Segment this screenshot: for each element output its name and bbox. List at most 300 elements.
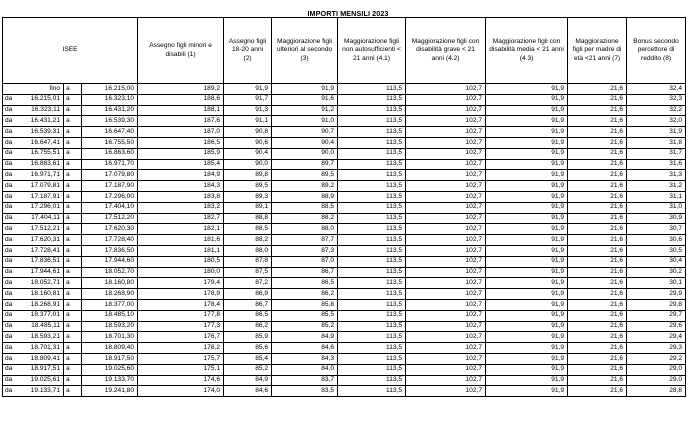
bonus-secondo-percettore-cell: 30,9	[627, 213, 686, 224]
magg-disab-media-cell: 91,9	[486, 278, 568, 289]
magg-madre-cell: 21,6	[568, 343, 627, 354]
range-to-cell: 18.268,90	[82, 289, 138, 300]
magg-ulteriori-cell: 88,5	[272, 202, 338, 213]
bonus-secondo-percettore-cell: 29,0	[627, 375, 686, 386]
assegno-minori-cell: 176,2	[138, 343, 224, 354]
magg-non-autosuff-cell: 113,5	[338, 224, 406, 235]
range-from-cell: 17.836,51	[16, 256, 64, 267]
range-to-cell: 17.404,10	[82, 202, 138, 213]
bonus-secondo-percettore-cell: 32,2	[627, 105, 686, 116]
range-prefix-cell: da	[3, 94, 16, 105]
magg-non-autosuff-cell: 113,5	[338, 105, 406, 116]
range-to-cell: 16.431,20	[82, 105, 138, 116]
range-connector-cell: a	[64, 202, 82, 213]
range-connector-cell: a	[64, 213, 82, 224]
assegno-18-20-cell: 89,3	[224, 191, 272, 202]
magg-non-autosuff-cell: 113,5	[338, 170, 406, 181]
assegno-minori-cell: 188,6	[138, 94, 224, 105]
magg-disab-media-cell: 91,9	[486, 213, 568, 224]
range-to-cell: 17.620,30	[82, 224, 138, 235]
magg-ulteriori-cell: 85,2	[272, 321, 338, 332]
magg-non-autosuff-cell: 113,5	[338, 94, 406, 105]
page-title: IMPORTI MENSILI 2023	[307, 9, 389, 18]
range-to-cell: 17.187,90	[82, 181, 138, 192]
bonus-secondo-percettore-cell: 31,0	[627, 202, 686, 213]
bonus-secondo-percettore-cell: 31,1	[627, 191, 686, 202]
magg-disab-media-cell: 91,9	[486, 386, 568, 397]
range-from-cell: 17.079,81	[16, 181, 64, 192]
magg-non-autosuff-cell: 113,5	[338, 343, 406, 354]
magg-ulteriori-cell: 87,7	[272, 235, 338, 246]
bonus-secondo-percettore-cell: 29,6	[627, 321, 686, 332]
magg-ulteriori-cell: 87,0	[272, 256, 338, 267]
range-connector-cell: a	[64, 170, 82, 181]
range-prefix-cell: da	[3, 235, 16, 246]
magg-non-autosuff-cell: 113,5	[338, 353, 406, 364]
assegno-18-20-cell: 87,8	[224, 256, 272, 267]
assegno-minori-cell: 182,1	[138, 224, 224, 235]
bonus-secondo-percettore-cell: 31,7	[627, 148, 686, 159]
magg-disab-grave-cell: 102,7	[406, 267, 486, 278]
assegno-minori-cell: 181,6	[138, 235, 224, 246]
assegno-18-20-cell: 86,7	[224, 299, 272, 310]
bonus-secondo-percettore-cell: 29,2	[627, 353, 686, 364]
magg-disab-grave-cell: 102,7	[406, 245, 486, 256]
assegno-18-20-cell: 88,0	[224, 245, 272, 256]
range-from-cell: 18.160,81	[16, 289, 64, 300]
table-row	[3, 299, 686, 310]
magg-disab-media-cell: 91,9	[486, 321, 568, 332]
range-connector-cell: a	[64, 278, 82, 289]
magg-disab-media-cell: 91,9	[486, 202, 568, 213]
amounts-table	[2, 17, 686, 397]
magg-disab-grave-cell: 102,7	[406, 116, 486, 127]
assegno-18-20-cell: 91,3	[224, 105, 272, 116]
table-row	[3, 159, 686, 170]
magg-disab-grave-cell: 102,7	[406, 256, 486, 267]
range-connector-cell: a	[64, 137, 82, 148]
magg-non-autosuff-cell: 113,5	[338, 235, 406, 246]
table-row	[3, 256, 686, 267]
magg-disab-media-cell: 91,9	[486, 256, 568, 267]
magg-ulteriori-cell: 86,2	[272, 289, 338, 300]
table-row	[3, 224, 686, 235]
bonus-secondo-percettore-cell: 29,4	[627, 332, 686, 343]
magg-ulteriori-cell: 83,5	[272, 386, 338, 397]
magg-disab-grave-cell: 102,7	[406, 191, 486, 202]
column-header: Assegno figli minori e disabili (1)	[138, 18, 224, 84]
range-connector-cell: a	[64, 224, 82, 235]
range-from-cell: 16.755,51	[16, 148, 64, 159]
magg-disab-grave-cell: 102,7	[406, 148, 486, 159]
range-from-cell: 16.215,01	[16, 94, 64, 105]
magg-madre-cell: 21,6	[568, 137, 627, 148]
magg-disab-grave-cell: 102,7	[406, 137, 486, 148]
magg-disab-grave-cell: 102,7	[406, 224, 486, 235]
range-to-cell: 17.079,80	[82, 170, 138, 181]
table-row	[3, 332, 686, 343]
magg-madre-cell: 21,6	[568, 289, 627, 300]
magg-disab-media-cell: 91,9	[486, 127, 568, 138]
table-row	[3, 235, 686, 246]
magg-madre-cell: 21,6	[568, 181, 627, 192]
assegno-minori-cell: 179,4	[138, 278, 224, 289]
range-from-cell: 18.268,91	[16, 299, 64, 310]
column-header: Maggiorazione figli non autosufficienti < 21 anni (4.1)	[338, 18, 406, 84]
table-row	[3, 116, 686, 127]
magg-disab-grave-cell: 102,7	[406, 289, 486, 300]
magg-ulteriori-cell: 89,2	[272, 181, 338, 192]
bonus-secondo-percettore-cell: 31,9	[627, 127, 686, 138]
magg-madre-cell: 21,6	[568, 191, 627, 202]
table-row	[3, 181, 686, 192]
assegno-18-20-cell: 87,2	[224, 278, 272, 289]
assegno-minori-cell: 181,1	[138, 245, 224, 256]
range-connector-cell: a	[64, 84, 82, 95]
assegno-minori-cell: 183,2	[138, 202, 224, 213]
assegno-18-20-cell: 85,6	[224, 343, 272, 354]
magg-non-autosuff-cell: 113,5	[338, 213, 406, 224]
column-header: Assegno figli 18-20 anni (2)	[224, 18, 272, 84]
bonus-secondo-percettore-cell: 31,3	[627, 170, 686, 181]
assegno-minori-cell: 187,0	[138, 127, 224, 138]
magg-disab-media-cell: 91,9	[486, 375, 568, 386]
range-connector-cell: a	[64, 321, 82, 332]
column-header: Maggiorazione figli ulteriori al secondo (3)	[272, 18, 338, 84]
magg-madre-cell: 21,6	[568, 245, 627, 256]
bonus-secondo-percettore-cell: 31,2	[627, 181, 686, 192]
table-row	[3, 245, 686, 256]
range-prefix-cell: da	[3, 105, 16, 116]
magg-disab-media-cell: 91,9	[486, 191, 568, 202]
magg-disab-grave-cell: 102,7	[406, 332, 486, 343]
bonus-secondo-percettore-cell: 30,4	[627, 256, 686, 267]
assegno-18-20-cell: 86,9	[224, 289, 272, 300]
magg-ulteriori-cell: 91,0	[272, 116, 338, 127]
range-prefix-cell: da	[3, 148, 16, 159]
range-to-cell: 19.133,70	[82, 375, 138, 386]
bonus-secondo-percettore-cell: 29,8	[627, 299, 686, 310]
assegno-18-20-cell: 89,5	[224, 181, 272, 192]
range-connector-cell: a	[64, 267, 82, 278]
magg-disab-grave-cell: 102,7	[406, 127, 486, 138]
table-row	[3, 170, 686, 181]
magg-disab-media-cell: 91,9	[486, 310, 568, 321]
bonus-secondo-percettore-cell: 29,3	[627, 343, 686, 354]
assegno-minori-cell: 183,8	[138, 191, 224, 202]
range-to-cell: 18.485,10	[82, 310, 138, 321]
table-row	[3, 148, 686, 159]
magg-disab-grave-cell: 102,7	[406, 84, 486, 95]
magg-non-autosuff-cell: 113,5	[338, 289, 406, 300]
range-connector-cell: a	[64, 105, 82, 116]
magg-disab-grave-cell: 102,7	[406, 321, 486, 332]
range-connector-cell: a	[64, 310, 82, 321]
isee-header: ISEE	[3, 18, 138, 84]
magg-ulteriori-cell: 84,3	[272, 353, 338, 364]
range-connector-cell: a	[64, 256, 82, 267]
range-prefix-cell	[3, 84, 16, 95]
magg-ulteriori-cell: 89,7	[272, 159, 338, 170]
range-prefix-cell: da	[3, 364, 16, 375]
assegno-minori-cell: 180,5	[138, 256, 224, 267]
range-prefix-cell: da	[3, 310, 16, 321]
magg-non-autosuff-cell: 113,5	[338, 386, 406, 397]
magg-madre-cell: 21,6	[568, 159, 627, 170]
magg-madre-cell: 21,6	[568, 375, 627, 386]
range-from-cell: 18.485,11	[16, 321, 64, 332]
magg-ulteriori-cell: 88,0	[272, 224, 338, 235]
range-to-cell: 18.160,80	[82, 278, 138, 289]
assegno-18-20-cell: 90,4	[224, 148, 272, 159]
range-prefix-cell: da	[3, 343, 16, 354]
bonus-secondo-percettore-cell: 30,2	[627, 267, 686, 278]
magg-disab-media-cell: 91,9	[486, 267, 568, 278]
assegno-minori-cell: 189,2	[138, 84, 224, 95]
magg-non-autosuff-cell: 113,5	[338, 137, 406, 148]
magg-disab-grave-cell: 102,7	[406, 181, 486, 192]
magg-ulteriori-cell: 87,3	[272, 245, 338, 256]
range-from-cell: 18.052,71	[16, 278, 64, 289]
range-to-cell: 17.296,00	[82, 191, 138, 202]
range-from-cell: 16.539,31	[16, 127, 64, 138]
range-to-cell: 18.809,40	[82, 343, 138, 354]
magg-disab-grave-cell: 102,7	[406, 343, 486, 354]
range-from-cell: 17.404,11	[16, 213, 64, 224]
magg-ulteriori-cell: 91,9	[272, 84, 338, 95]
magg-ulteriori-cell: 86,5	[272, 278, 338, 289]
magg-madre-cell: 21,6	[568, 127, 627, 138]
magg-non-autosuff-cell: 113,5	[338, 245, 406, 256]
table-row	[3, 278, 686, 289]
magg-disab-grave-cell: 102,7	[406, 213, 486, 224]
range-to-cell: 16.539,30	[82, 116, 138, 127]
range-connector-cell: a	[64, 116, 82, 127]
range-prefix-cell: da	[3, 224, 16, 235]
bonus-secondo-percettore-cell: 30,7	[627, 224, 686, 235]
magg-madre-cell: 21,6	[568, 94, 627, 105]
magg-non-autosuff-cell: 113,5	[338, 310, 406, 321]
range-connector-cell: a	[64, 181, 82, 192]
table-row	[3, 321, 686, 332]
assegno-18-20-cell: 90,6	[224, 137, 272, 148]
magg-non-autosuff-cell: 113,5	[338, 299, 406, 310]
table-row	[3, 202, 686, 213]
range-connector-cell: a	[64, 127, 82, 138]
range-from-cell: 18.809,41	[16, 353, 64, 364]
assegno-minori-cell: 178,4	[138, 299, 224, 310]
range-to-cell: 18.701,30	[82, 332, 138, 343]
magg-ulteriori-cell: 89,5	[272, 170, 338, 181]
range-prefix-cell: da	[3, 191, 16, 202]
column-header: Maggiorazione figli con disabilità grave < 21 anni (4.2)	[406, 18, 486, 84]
magg-madre-cell: 21,6	[568, 235, 627, 246]
magg-disab-grave-cell: 102,7	[406, 94, 486, 105]
range-prefix-cell: da	[3, 213, 16, 224]
range-from-cell: 19.133,71	[16, 386, 64, 397]
magg-disab-media-cell: 91,9	[486, 137, 568, 148]
magg-disab-media-cell: 91,9	[486, 235, 568, 246]
assegno-18-20-cell: 90,0	[224, 159, 272, 170]
table-row	[3, 386, 686, 397]
range-connector-cell: a	[64, 159, 82, 170]
magg-non-autosuff-cell: 113,5	[338, 116, 406, 127]
bonus-secondo-percettore-cell: 30,6	[627, 235, 686, 246]
range-connector-cell: a	[64, 343, 82, 354]
assegno-minori-cell: 182,7	[138, 213, 224, 224]
magg-disab-grave-cell: 102,7	[406, 386, 486, 397]
range-to-cell: 17.512,20	[82, 213, 138, 224]
assegno-18-20-cell: 89,1	[224, 202, 272, 213]
magg-disab-media-cell: 91,9	[486, 181, 568, 192]
bonus-secondo-percettore-cell: 31,6	[627, 159, 686, 170]
magg-disab-media-cell: 91,9	[486, 299, 568, 310]
column-header: Maggiorazione figli per madre di età <21 anni (7)	[568, 18, 627, 84]
magg-non-autosuff-cell: 113,5	[338, 127, 406, 138]
range-from-cell: 17.187,91	[16, 191, 64, 202]
magg-ulteriori-cell: 90,7	[272, 127, 338, 138]
range-from-cell: 17.620,31	[16, 235, 64, 246]
magg-non-autosuff-cell: 113,5	[338, 332, 406, 343]
range-prefix-cell: da	[3, 353, 16, 364]
table-row	[3, 213, 686, 224]
bonus-secondo-percettore-cell: 29,9	[627, 289, 686, 300]
magg-disab-media-cell: 91,9	[486, 224, 568, 235]
magg-madre-cell: 21,6	[568, 84, 627, 95]
magg-madre-cell: 21,6	[568, 213, 627, 224]
magg-disab-media-cell: 91,9	[486, 245, 568, 256]
range-to-cell: 16.647,40	[82, 127, 138, 138]
magg-disab-media-cell: 91,9	[486, 170, 568, 181]
magg-disab-grave-cell: 102,7	[406, 310, 486, 321]
range-connector-cell: a	[64, 148, 82, 159]
magg-ulteriori-cell: 85,5	[272, 310, 338, 321]
assegno-minori-cell: 184,3	[138, 181, 224, 192]
range-prefix-cell: da	[3, 386, 16, 397]
magg-non-autosuff-cell: 113,5	[338, 375, 406, 386]
table-row	[3, 191, 686, 202]
range-prefix-cell: da	[3, 202, 16, 213]
table-row	[3, 84, 686, 95]
range-from-cell: 18.701,31	[16, 343, 64, 354]
magg-madre-cell: 21,6	[568, 364, 627, 375]
range-to-cell: 18.377,00	[82, 299, 138, 310]
table-row	[3, 94, 686, 105]
range-to-cell: 18.593,20	[82, 321, 138, 332]
magg-madre-cell: 21,6	[568, 224, 627, 235]
range-to-cell: 16.323,10	[82, 94, 138, 105]
range-connector-cell: a	[64, 235, 82, 246]
table-row	[3, 343, 686, 354]
assegno-minori-cell: 178,9	[138, 289, 224, 300]
assegno-18-20-cell: 88,8	[224, 213, 272, 224]
magg-disab-grave-cell: 102,7	[406, 375, 486, 386]
magg-ulteriori-cell: 84,0	[272, 364, 338, 375]
table-body	[3, 84, 686, 397]
column-header: Bonus secondo percettore di reddito (8)	[627, 18, 686, 84]
range-to-cell: 19.025,60	[82, 364, 138, 375]
range-from-cell: 18.917,51	[16, 364, 64, 375]
magg-madre-cell: 21,6	[568, 278, 627, 289]
magg-disab-media-cell: 91,9	[486, 84, 568, 95]
magg-non-autosuff-cell: 113,5	[338, 321, 406, 332]
magg-disab-grave-cell: 102,7	[406, 299, 486, 310]
range-prefix-cell: da	[3, 127, 16, 138]
magg-ulteriori-cell: 91,2	[272, 105, 338, 116]
assegno-18-20-cell: 88,2	[224, 235, 272, 246]
magg-madre-cell: 21,6	[568, 321, 627, 332]
magg-madre-cell: 21,6	[568, 116, 627, 127]
magg-disab-media-cell: 91,9	[486, 116, 568, 127]
assegno-minori-cell: 185,9	[138, 148, 224, 159]
range-prefix-cell: da	[3, 181, 16, 192]
range-prefix-cell: da	[3, 375, 16, 386]
range-connector-cell: a	[64, 386, 82, 397]
magg-non-autosuff-cell: 113,5	[338, 267, 406, 278]
assegno-minori-cell: 188,1	[138, 105, 224, 116]
magg-madre-cell: 21,6	[568, 105, 627, 116]
range-to-cell: 16.971,70	[82, 159, 138, 170]
magg-madre-cell: 21,6	[568, 332, 627, 343]
range-to-cell: 17.728,40	[82, 235, 138, 246]
range-from-cell: 17.296,01	[16, 202, 64, 213]
range-connector-cell: a	[64, 353, 82, 364]
table-row	[3, 310, 686, 321]
magg-disab-media-cell: 91,9	[486, 148, 568, 159]
assegno-18-20-cell: 86,5	[224, 310, 272, 321]
bonus-secondo-percettore-cell: 30,5	[627, 245, 686, 256]
range-from-cell: 17.512,21	[16, 224, 64, 235]
range-from-cell: 16.971,71	[16, 170, 64, 181]
range-from-cell: 17.944,61	[16, 267, 64, 278]
magg-non-autosuff-cell: 113,5	[338, 191, 406, 202]
assegno-minori-cell: 175,1	[138, 364, 224, 375]
range-prefix-cell: da	[3, 332, 16, 343]
assegno-minori-cell: 186,5	[138, 137, 224, 148]
assegno-18-20-cell: 91,7	[224, 94, 272, 105]
range-to-cell: 16.863,60	[82, 148, 138, 159]
magg-ulteriori-cell: 88,2	[272, 213, 338, 224]
range-to-cell: 17.944,60	[82, 256, 138, 267]
header-row	[3, 18, 686, 84]
range-to-cell: 19.241,80	[82, 386, 138, 397]
magg-madre-cell: 21,6	[568, 148, 627, 159]
assegno-minori-cell: 185,4	[138, 159, 224, 170]
magg-disab-media-cell: 91,9	[486, 343, 568, 354]
range-connector-cell: a	[64, 375, 82, 386]
range-prefix-cell: da	[3, 256, 16, 267]
bonus-secondo-percettore-cell: 29,0	[627, 364, 686, 375]
magg-madre-cell: 21,6	[568, 353, 627, 364]
assegno-18-20-cell: 87,5	[224, 267, 272, 278]
range-to-cell: 16.215,00	[82, 84, 138, 95]
table-row	[3, 267, 686, 278]
magg-disab-grave-cell: 102,7	[406, 364, 486, 375]
range-from-cell: 17.728,41	[16, 245, 64, 256]
range-prefix-cell: da	[3, 116, 16, 127]
assegno-minori-cell: 174,6	[138, 375, 224, 386]
magg-disab-media-cell: 91,9	[486, 159, 568, 170]
magg-non-autosuff-cell: 113,5	[338, 256, 406, 267]
magg-ulteriori-cell: 84,6	[272, 343, 338, 354]
range-connector-cell: a	[64, 299, 82, 310]
range-connector-cell: a	[64, 364, 82, 375]
assegno-18-20-cell: 85,9	[224, 332, 272, 343]
magg-non-autosuff-cell: 113,5	[338, 278, 406, 289]
range-from-cell: 16.431,21	[16, 116, 64, 127]
range-from-cell: 18.593,21	[16, 332, 64, 343]
range-connector-cell: a	[64, 289, 82, 300]
